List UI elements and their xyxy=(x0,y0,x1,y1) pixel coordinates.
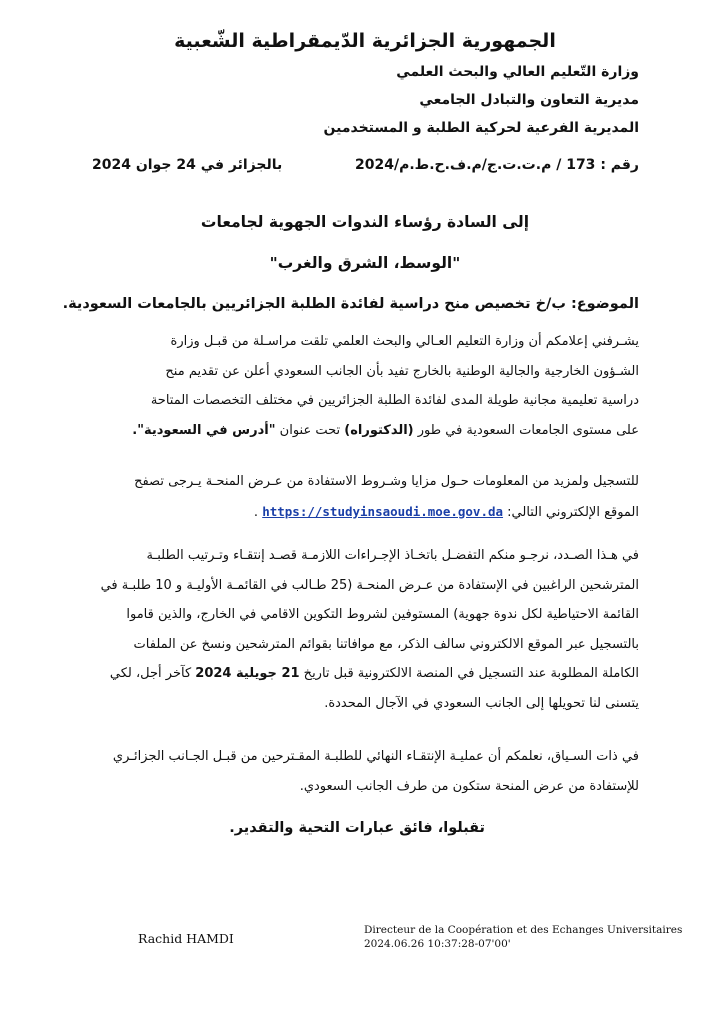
paragraph-final-selection xyxy=(99,742,639,801)
reference-line xyxy=(355,157,639,173)
reference-label: رقم : xyxy=(600,157,639,173)
paragraph-selection xyxy=(99,541,639,718)
reference-separator: / xyxy=(551,157,562,173)
signature-timestamp: 2024.06.26 10:37:28-07'00' xyxy=(364,938,511,950)
registration-link[interactable]: https://studyinsaoudi.moe.gov.da xyxy=(262,503,504,519)
paragraph-line xyxy=(99,659,639,689)
paragraph-line: المترشحين الراغبين في الإستفادة من عـرض المنحـة (25 طـالب في القائمـة الأوليـة و 10 طلبـة في xyxy=(100,577,639,593)
paragraph-fragment: كآخر أجل، لكي xyxy=(109,666,192,681)
paragraph-line: في هـذا الصـدد، نرجـو منكم التفضـل باتخـاذ الإجـراءات اللازمـة قصـد إنتقـاء وتـرتيب الطلبـة xyxy=(146,548,639,563)
paragraph-line: للإستفادة من عرض المنحة ستكون من طرف الجانب السعودي. xyxy=(299,778,639,794)
link-period: . xyxy=(253,504,259,520)
paragraph-fragment: تحت عنوان xyxy=(279,422,341,438)
paragraph-line: يشـرفني إعلامكم أن وزارة التعليم العـالي والبحث العلمي تلقت مراسـلة من قبـل وزارة xyxy=(170,334,639,349)
program-title: "أدرس في السعودية". xyxy=(132,422,276,438)
paragraph-line: في ذات السـياق، نعلمكم أن عمليـة الإنتقـاء النهائي للطلبـة المقـترحين من قبـل الجـانب الجزائـري xyxy=(112,749,639,764)
reference-code: م.ت.ت.ج/م.ف.ح.ط.م/2024 xyxy=(355,157,552,173)
paragraph-line xyxy=(99,416,639,446)
signature-title: Directeur de la Coopération et des Echanges Universitaires xyxy=(364,924,683,936)
reference-number: 173 xyxy=(566,157,596,173)
paragraph-fragment: الموقع الإلكتروني التالي: xyxy=(507,504,639,520)
doctorate-label: (الدكتوراه) xyxy=(344,422,414,438)
paragraph-fragment: على مستوى الجامعات السعودية في طور xyxy=(417,422,639,438)
paragraph-line xyxy=(99,497,639,528)
paragraph-line: بالتسجيل عبر الموقع الالكتروني سالف الذكر، مع موافاتنا بقوائم المترشحين ونسخ عن الملفات xyxy=(133,636,639,652)
paragraph-fragment: الكاملة المطلوبة عند التسجيل في المنصة الالكترونية قبل تاريخ xyxy=(303,666,639,681)
subdirectorate-name: المديرية الفرعية لحركية الطلبة و المستخدمين xyxy=(323,120,639,136)
deadline-date: 21 جويلية 2024 xyxy=(195,666,300,681)
subject-line: الموضوع: ب/خ تخصيص منح دراسية لفائدة الطلبة الجزائريين بالجامعات السعودية. xyxy=(62,296,639,312)
addressee-regions: "الوسط، الشرق والغرب" xyxy=(269,254,461,272)
paragraph-line: يتسنى لنا تحويلها إلى الجانب السعودي في الآجال المحددة. xyxy=(324,695,639,711)
paragraph-line: الشـؤون الخارجية والجالية الوطنية بالخارج تفيد بأن الجانب السعودي أعلن عن تقديم منح xyxy=(165,363,639,379)
paragraph-announcement xyxy=(99,327,639,445)
letter-date: بالجزائر في 24 جوان 2024 xyxy=(92,157,283,173)
paragraph-line: للتسجيل ولمزيد من المعلومات حـول مزايا وشـروط الاستفادة من عـرض المنحـة يـرجى تصفح xyxy=(134,474,639,489)
directorate-name: مديرية التعاون والتبادل الجامعي xyxy=(419,92,639,108)
addressee-line: إلى السادة رؤساء الندوات الجهوية لجامعات xyxy=(200,213,530,231)
paragraph-line: دراسية تعليمية مجانية طويلة المدى لفائدة الطلبة الجزائريين في مختلف التخصصات المتاحة xyxy=(150,393,639,408)
paragraph-registration xyxy=(99,467,639,527)
ministry-name: وزارة التّعليم العالي والبحث العلمي xyxy=(396,64,639,80)
republic-heading: الجمهورية الجزائرية الدّيمقراطية الشّعبية xyxy=(174,30,556,52)
signer-name: Rachid HAMDI xyxy=(138,931,234,946)
closing-line: تقبلوا، فائق عبارات التحية والتقدير. xyxy=(229,820,485,836)
paragraph-line: القائمة الاحتياطية لكل ندوة جهوية) المستوفين لشروط التكوين الاقامي في الخارج، والذين قاموا xyxy=(126,607,639,622)
